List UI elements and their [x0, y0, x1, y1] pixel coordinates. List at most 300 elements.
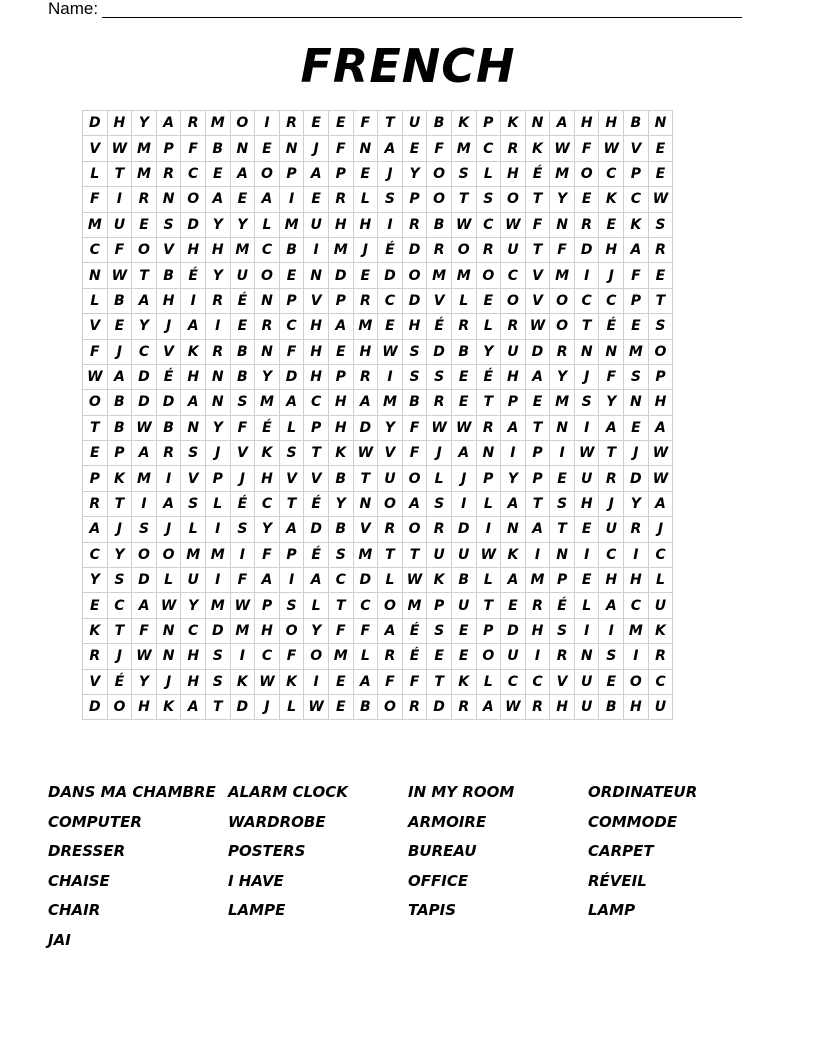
grid-cell[interactable]: C	[574, 288, 599, 313]
grid-cell[interactable]: O	[83, 390, 108, 415]
grid-cell[interactable]: U	[574, 669, 599, 694]
grid-cell[interactable]: F	[402, 415, 427, 440]
grid-cell[interactable]: A	[132, 288, 157, 313]
grid-cell[interactable]: U	[451, 542, 476, 567]
grid-cell[interactable]: F	[624, 263, 649, 288]
grid-cell[interactable]: I	[279, 568, 304, 593]
grid-cell[interactable]: O	[107, 694, 132, 719]
grid-cell[interactable]: S	[402, 364, 427, 389]
grid-cell[interactable]: H	[304, 364, 329, 389]
grid-cell[interactable]: S	[599, 644, 624, 669]
grid-cell[interactable]: V	[83, 136, 108, 161]
grid-cell[interactable]: K	[279, 669, 304, 694]
grid-cell[interactable]: R	[525, 694, 550, 719]
grid-cell[interactable]: F	[525, 212, 550, 237]
grid-cell[interactable]: A	[525, 364, 550, 389]
grid-cell[interactable]: N	[230, 136, 255, 161]
grid-cell[interactable]: Y	[255, 364, 280, 389]
grid-cell[interactable]: A	[205, 187, 230, 212]
grid-cell[interactable]: E	[574, 568, 599, 593]
grid-cell[interactable]: S	[624, 364, 649, 389]
grid-cell[interactable]: N	[550, 415, 575, 440]
grid-cell[interactable]: H	[132, 694, 157, 719]
grid-cell[interactable]: V	[83, 314, 108, 339]
grid-cell[interactable]: M	[525, 568, 550, 593]
grid-cell[interactable]: D	[402, 237, 427, 262]
grid-cell[interactable]: L	[279, 694, 304, 719]
grid-cell[interactable]: N	[574, 644, 599, 669]
grid-cell[interactable]: C	[181, 161, 206, 186]
grid-cell[interactable]: H	[501, 364, 526, 389]
grid-cell[interactable]: T	[378, 111, 403, 136]
grid-cell[interactable]: J	[378, 161, 403, 186]
grid-cell[interactable]: J	[599, 263, 624, 288]
grid-cell[interactable]: J	[230, 466, 255, 491]
grid-cell[interactable]: Y	[181, 593, 206, 618]
grid-cell[interactable]: M	[550, 390, 575, 415]
grid-cell[interactable]: P	[476, 466, 501, 491]
grid-cell[interactable]: R	[476, 237, 501, 262]
grid-cell[interactable]: A	[132, 441, 157, 466]
grid-cell[interactable]: C	[648, 542, 673, 567]
grid-cell[interactable]: F	[353, 111, 378, 136]
grid-cell[interactable]: E	[328, 694, 353, 719]
grid-cell[interactable]: C	[501, 263, 526, 288]
grid-cell[interactable]: E	[328, 339, 353, 364]
grid-cell[interactable]: K	[501, 542, 526, 567]
grid-cell[interactable]: O	[132, 237, 157, 262]
grid-cell[interactable]: Y	[205, 212, 230, 237]
grid-cell[interactable]: R	[550, 644, 575, 669]
grid-cell[interactable]: I	[624, 542, 649, 567]
grid-cell[interactable]: E	[525, 390, 550, 415]
grid-cell[interactable]: S	[648, 314, 673, 339]
grid-cell[interactable]: N	[181, 415, 206, 440]
grid-cell[interactable]: W	[107, 263, 132, 288]
grid-cell[interactable]: J	[205, 441, 230, 466]
grid-cell[interactable]: N	[550, 542, 575, 567]
grid-cell[interactable]: R	[624, 517, 649, 542]
grid-cell[interactable]: E	[648, 263, 673, 288]
grid-cell[interactable]: O	[550, 288, 575, 313]
grid-cell[interactable]: W	[107, 136, 132, 161]
grid-cell[interactable]: R	[205, 288, 230, 313]
grid-cell[interactable]: F	[279, 339, 304, 364]
grid-cell[interactable]: Y	[328, 491, 353, 516]
grid-cell[interactable]: C	[599, 542, 624, 567]
grid-cell[interactable]: I	[230, 644, 255, 669]
grid-cell[interactable]: P	[501, 390, 526, 415]
grid-cell[interactable]: I	[501, 441, 526, 466]
grid-cell[interactable]: I	[378, 212, 403, 237]
grid-cell[interactable]: M	[230, 237, 255, 262]
grid-cell[interactable]: M	[328, 644, 353, 669]
grid-cell[interactable]: J	[451, 466, 476, 491]
grid-cell[interactable]: D	[451, 517, 476, 542]
grid-cell[interactable]: R	[427, 390, 452, 415]
grid-cell[interactable]: M	[451, 263, 476, 288]
grid-cell[interactable]: V	[156, 339, 181, 364]
grid-cell[interactable]: B	[156, 263, 181, 288]
grid-cell[interactable]: S	[402, 339, 427, 364]
grid-cell[interactable]: R	[255, 314, 280, 339]
grid-cell[interactable]: O	[132, 542, 157, 567]
grid-cell[interactable]: Y	[230, 212, 255, 237]
grid-cell[interactable]: J	[574, 364, 599, 389]
grid-cell[interactable]: N	[304, 263, 329, 288]
grid-cell[interactable]: É	[156, 364, 181, 389]
grid-cell[interactable]: H	[205, 237, 230, 262]
grid-cell[interactable]: W	[648, 466, 673, 491]
grid-cell[interactable]: U	[378, 466, 403, 491]
grid-cell[interactable]: N	[353, 136, 378, 161]
grid-cell[interactable]: M	[550, 161, 575, 186]
grid-cell[interactable]: É	[427, 314, 452, 339]
grid-cell[interactable]: U	[599, 517, 624, 542]
grid-cell[interactable]: J	[304, 136, 329, 161]
grid-cell[interactable]: I	[205, 517, 230, 542]
grid-cell[interactable]: R	[550, 339, 575, 364]
grid-cell[interactable]: A	[132, 593, 157, 618]
grid-cell[interactable]: O	[181, 187, 206, 212]
grid-cell[interactable]: O	[378, 491, 403, 516]
grid-cell[interactable]: E	[83, 441, 108, 466]
grid-cell[interactable]: A	[304, 568, 329, 593]
grid-cell[interactable]: R	[574, 212, 599, 237]
grid-cell[interactable]: S	[230, 390, 255, 415]
grid-cell[interactable]: H	[156, 288, 181, 313]
grid-cell[interactable]: I	[205, 568, 230, 593]
grid-cell[interactable]: H	[353, 339, 378, 364]
grid-cell[interactable]: W	[132, 415, 157, 440]
grid-cell[interactable]: D	[230, 694, 255, 719]
grid-cell[interactable]: F	[402, 669, 427, 694]
grid-cell[interactable]: T	[476, 593, 501, 618]
grid-cell[interactable]: V	[181, 466, 206, 491]
grid-cell[interactable]: K	[328, 441, 353, 466]
grid-cell[interactable]: T	[107, 618, 132, 643]
grid-cell[interactable]: I	[574, 618, 599, 643]
grid-cell[interactable]: C	[624, 593, 649, 618]
grid-cell[interactable]: L	[476, 669, 501, 694]
grid-cell[interactable]: F	[427, 136, 452, 161]
grid-cell[interactable]: A	[451, 441, 476, 466]
grid-cell[interactable]: E	[501, 593, 526, 618]
grid-cell[interactable]: D	[83, 694, 108, 719]
grid-cell[interactable]: M	[83, 212, 108, 237]
grid-cell[interactable]: O	[378, 694, 403, 719]
grid-cell[interactable]: B	[205, 136, 230, 161]
grid-cell[interactable]: S	[205, 669, 230, 694]
grid-cell[interactable]: I	[156, 466, 181, 491]
grid-cell[interactable]: L	[476, 491, 501, 516]
grid-cell[interactable]: J	[599, 491, 624, 516]
grid-cell[interactable]: S	[427, 618, 452, 643]
grid-cell[interactable]: B	[427, 212, 452, 237]
grid-cell[interactable]: R	[378, 517, 403, 542]
grid-cell[interactable]: E	[353, 263, 378, 288]
grid-cell[interactable]: H	[624, 694, 649, 719]
grid-cell[interactable]: R	[353, 288, 378, 313]
grid-cell[interactable]: D	[205, 618, 230, 643]
grid-cell[interactable]: E	[451, 618, 476, 643]
grid-cell[interactable]: É	[230, 491, 255, 516]
grid-cell[interactable]: B	[107, 415, 132, 440]
grid-cell[interactable]: K	[451, 111, 476, 136]
grid-cell[interactable]: A	[279, 517, 304, 542]
grid-cell[interactable]: D	[156, 390, 181, 415]
grid-cell[interactable]: S	[230, 517, 255, 542]
grid-cell[interactable]: M	[181, 542, 206, 567]
grid-cell[interactable]: R	[205, 339, 230, 364]
grid-cell[interactable]: B	[107, 288, 132, 313]
grid-cell[interactable]: C	[83, 542, 108, 567]
grid-cell[interactable]: P	[624, 161, 649, 186]
grid-cell[interactable]: J	[156, 314, 181, 339]
grid-cell[interactable]: F	[181, 136, 206, 161]
grid-cell[interactable]: M	[451, 136, 476, 161]
grid-cell[interactable]: H	[255, 466, 280, 491]
grid-cell[interactable]: O	[279, 618, 304, 643]
grid-cell[interactable]: J	[624, 441, 649, 466]
grid-cell[interactable]: N	[550, 212, 575, 237]
grid-cell[interactable]: P	[328, 364, 353, 389]
grid-cell[interactable]: S	[574, 390, 599, 415]
grid-cell[interactable]: T	[525, 237, 550, 262]
grid-cell[interactable]: R	[648, 237, 673, 262]
grid-cell[interactable]: F	[83, 187, 108, 212]
grid-cell[interactable]: W	[648, 187, 673, 212]
grid-cell[interactable]: D	[132, 390, 157, 415]
grid-cell[interactable]: W	[132, 644, 157, 669]
grid-cell[interactable]: K	[83, 618, 108, 643]
grid-cell[interactable]: E	[230, 314, 255, 339]
grid-cell[interactable]: T	[279, 491, 304, 516]
grid-cell[interactable]: I	[599, 618, 624, 643]
grid-cell[interactable]: T	[525, 491, 550, 516]
grid-cell[interactable]: A	[156, 491, 181, 516]
grid-cell[interactable]: V	[156, 237, 181, 262]
grid-cell[interactable]: R	[402, 694, 427, 719]
grid-cell[interactable]: N	[624, 390, 649, 415]
grid-cell[interactable]: A	[181, 694, 206, 719]
grid-cell[interactable]: I	[230, 542, 255, 567]
grid-cell[interactable]: F	[107, 237, 132, 262]
grid-cell[interactable]: D	[83, 111, 108, 136]
grid-cell[interactable]: T	[378, 542, 403, 567]
grid-cell[interactable]: E	[574, 517, 599, 542]
grid-cell[interactable]: T	[550, 517, 575, 542]
grid-cell[interactable]: B	[402, 390, 427, 415]
grid-cell[interactable]: D	[378, 263, 403, 288]
grid-cell[interactable]: F	[328, 136, 353, 161]
grid-cell[interactable]: E	[599, 212, 624, 237]
grid-cell[interactable]: P	[328, 288, 353, 313]
grid-cell[interactable]: T	[205, 694, 230, 719]
grid-cell[interactable]: P	[525, 441, 550, 466]
grid-cell[interactable]: H	[181, 364, 206, 389]
grid-cell[interactable]: E	[230, 187, 255, 212]
grid-cell[interactable]: P	[402, 187, 427, 212]
grid-cell[interactable]: F	[402, 441, 427, 466]
grid-cell[interactable]: N	[574, 339, 599, 364]
grid-cell[interactable]: W	[476, 542, 501, 567]
grid-cell[interactable]: K	[501, 111, 526, 136]
grid-cell[interactable]: S	[156, 212, 181, 237]
grid-cell[interactable]: E	[648, 136, 673, 161]
grid-cell[interactable]: A	[501, 568, 526, 593]
grid-cell[interactable]: H	[624, 568, 649, 593]
grid-cell[interactable]: J	[107, 339, 132, 364]
grid-cell[interactable]: T	[525, 415, 550, 440]
grid-cell[interactable]: K	[599, 187, 624, 212]
grid-cell[interactable]: V	[427, 288, 452, 313]
grid-cell[interactable]: P	[279, 161, 304, 186]
grid-cell[interactable]: P	[255, 593, 280, 618]
grid-cell[interactable]: D	[501, 618, 526, 643]
grid-cell[interactable]: S	[181, 441, 206, 466]
grid-cell[interactable]: P	[624, 288, 649, 313]
grid-cell[interactable]: N	[353, 491, 378, 516]
grid-cell[interactable]: R	[427, 517, 452, 542]
grid-cell[interactable]: A	[599, 593, 624, 618]
grid-cell[interactable]: A	[402, 491, 427, 516]
grid-cell[interactable]: H	[328, 390, 353, 415]
grid-cell[interactable]: D	[328, 263, 353, 288]
grid-cell[interactable]: B	[230, 339, 255, 364]
grid-cell[interactable]: W	[451, 212, 476, 237]
grid-cell[interactable]: D	[624, 466, 649, 491]
grid-cell[interactable]: A	[378, 136, 403, 161]
grid-cell[interactable]: V	[525, 288, 550, 313]
grid-cell[interactable]: M	[132, 466, 157, 491]
grid-cell[interactable]: I	[304, 237, 329, 262]
grid-cell[interactable]: E	[328, 111, 353, 136]
grid-cell[interactable]: E	[328, 669, 353, 694]
grid-cell[interactable]: L	[574, 593, 599, 618]
grid-cell[interactable]: I	[279, 187, 304, 212]
grid-cell[interactable]: Y	[476, 339, 501, 364]
grid-cell[interactable]: T	[525, 187, 550, 212]
grid-cell[interactable]: U	[181, 568, 206, 593]
grid-cell[interactable]: R	[501, 136, 526, 161]
grid-cell[interactable]: N	[476, 441, 501, 466]
grid-cell[interactable]: N	[83, 263, 108, 288]
grid-cell[interactable]: P	[83, 466, 108, 491]
grid-cell[interactable]: P	[205, 466, 230, 491]
grid-cell[interactable]: R	[156, 161, 181, 186]
grid-cell[interactable]: E	[304, 111, 329, 136]
grid-cell[interactable]: S	[378, 187, 403, 212]
grid-cell[interactable]: U	[304, 212, 329, 237]
grid-cell[interactable]: K	[156, 694, 181, 719]
grid-cell[interactable]: H	[599, 237, 624, 262]
grid-cell[interactable]: B	[451, 339, 476, 364]
grid-cell[interactable]: R	[648, 644, 673, 669]
grid-cell[interactable]: N	[255, 339, 280, 364]
grid-cell[interactable]: L	[476, 314, 501, 339]
grid-cell[interactable]: E	[402, 136, 427, 161]
grid-cell[interactable]: H	[648, 390, 673, 415]
grid-cell[interactable]: T	[648, 288, 673, 313]
grid-cell[interactable]: H	[599, 568, 624, 593]
grid-cell[interactable]: W	[230, 593, 255, 618]
grid-cell[interactable]: M	[255, 390, 280, 415]
grid-cell[interactable]: V	[279, 466, 304, 491]
grid-cell[interactable]: É	[107, 669, 132, 694]
grid-cell[interactable]: I	[205, 314, 230, 339]
grid-cell[interactable]: O	[156, 542, 181, 567]
grid-cell[interactable]: A	[648, 415, 673, 440]
grid-cell[interactable]: L	[304, 593, 329, 618]
grid-cell[interactable]: U	[648, 593, 673, 618]
grid-cell[interactable]: L	[353, 644, 378, 669]
grid-cell[interactable]: S	[205, 644, 230, 669]
grid-cell[interactable]: U	[451, 593, 476, 618]
grid-cell[interactable]: F	[230, 568, 255, 593]
grid-cell[interactable]: I	[181, 288, 206, 313]
grid-cell[interactable]: O	[550, 314, 575, 339]
grid-cell[interactable]: L	[83, 288, 108, 313]
grid-cell[interactable]: T	[427, 669, 452, 694]
grid-cell[interactable]: K	[107, 466, 132, 491]
grid-cell[interactable]: N	[501, 517, 526, 542]
grid-cell[interactable]: P	[107, 441, 132, 466]
grid-cell[interactable]: S	[427, 491, 452, 516]
grid-cell[interactable]: W	[599, 136, 624, 161]
grid-cell[interactable]: D	[574, 237, 599, 262]
grid-cell[interactable]: S	[279, 593, 304, 618]
grid-cell[interactable]: S	[181, 491, 206, 516]
grid-cell[interactable]: A	[501, 491, 526, 516]
grid-cell[interactable]: É	[402, 644, 427, 669]
grid-cell[interactable]: L	[156, 568, 181, 593]
grid-cell[interactable]: F	[279, 644, 304, 669]
grid-cell[interactable]: F	[83, 339, 108, 364]
grid-cell[interactable]: B	[279, 237, 304, 262]
grid-cell[interactable]: O	[574, 161, 599, 186]
grid-cell[interactable]: I	[476, 517, 501, 542]
grid-cell[interactable]: R	[156, 441, 181, 466]
grid-cell[interactable]: B	[156, 415, 181, 440]
grid-cell[interactable]: V	[83, 669, 108, 694]
grid-cell[interactable]: H	[501, 161, 526, 186]
grid-cell[interactable]: H	[107, 111, 132, 136]
grid-cell[interactable]: O	[304, 644, 329, 669]
grid-cell[interactable]: T	[328, 593, 353, 618]
grid-cell[interactable]: O	[476, 644, 501, 669]
grid-cell[interactable]: Y	[501, 466, 526, 491]
grid-cell[interactable]: É	[525, 161, 550, 186]
grid-cell[interactable]: A	[107, 364, 132, 389]
name-underline[interactable]	[102, 3, 742, 18]
grid-cell[interactable]: V	[304, 466, 329, 491]
grid-cell[interactable]: S	[132, 517, 157, 542]
grid-cell[interactable]: H	[525, 618, 550, 643]
grid-cell[interactable]: D	[304, 517, 329, 542]
grid-cell[interactable]: B	[353, 694, 378, 719]
grid-cell[interactable]: C	[378, 288, 403, 313]
grid-cell[interactable]: E	[451, 390, 476, 415]
grid-cell[interactable]: É	[255, 415, 280, 440]
grid-cell[interactable]: L	[648, 568, 673, 593]
grid-cell[interactable]: P	[525, 466, 550, 491]
grid-cell[interactable]: C	[279, 314, 304, 339]
grid-cell[interactable]: E	[132, 212, 157, 237]
grid-cell[interactable]: R	[451, 694, 476, 719]
grid-cell[interactable]: W	[648, 441, 673, 466]
grid-cell[interactable]: W	[83, 364, 108, 389]
